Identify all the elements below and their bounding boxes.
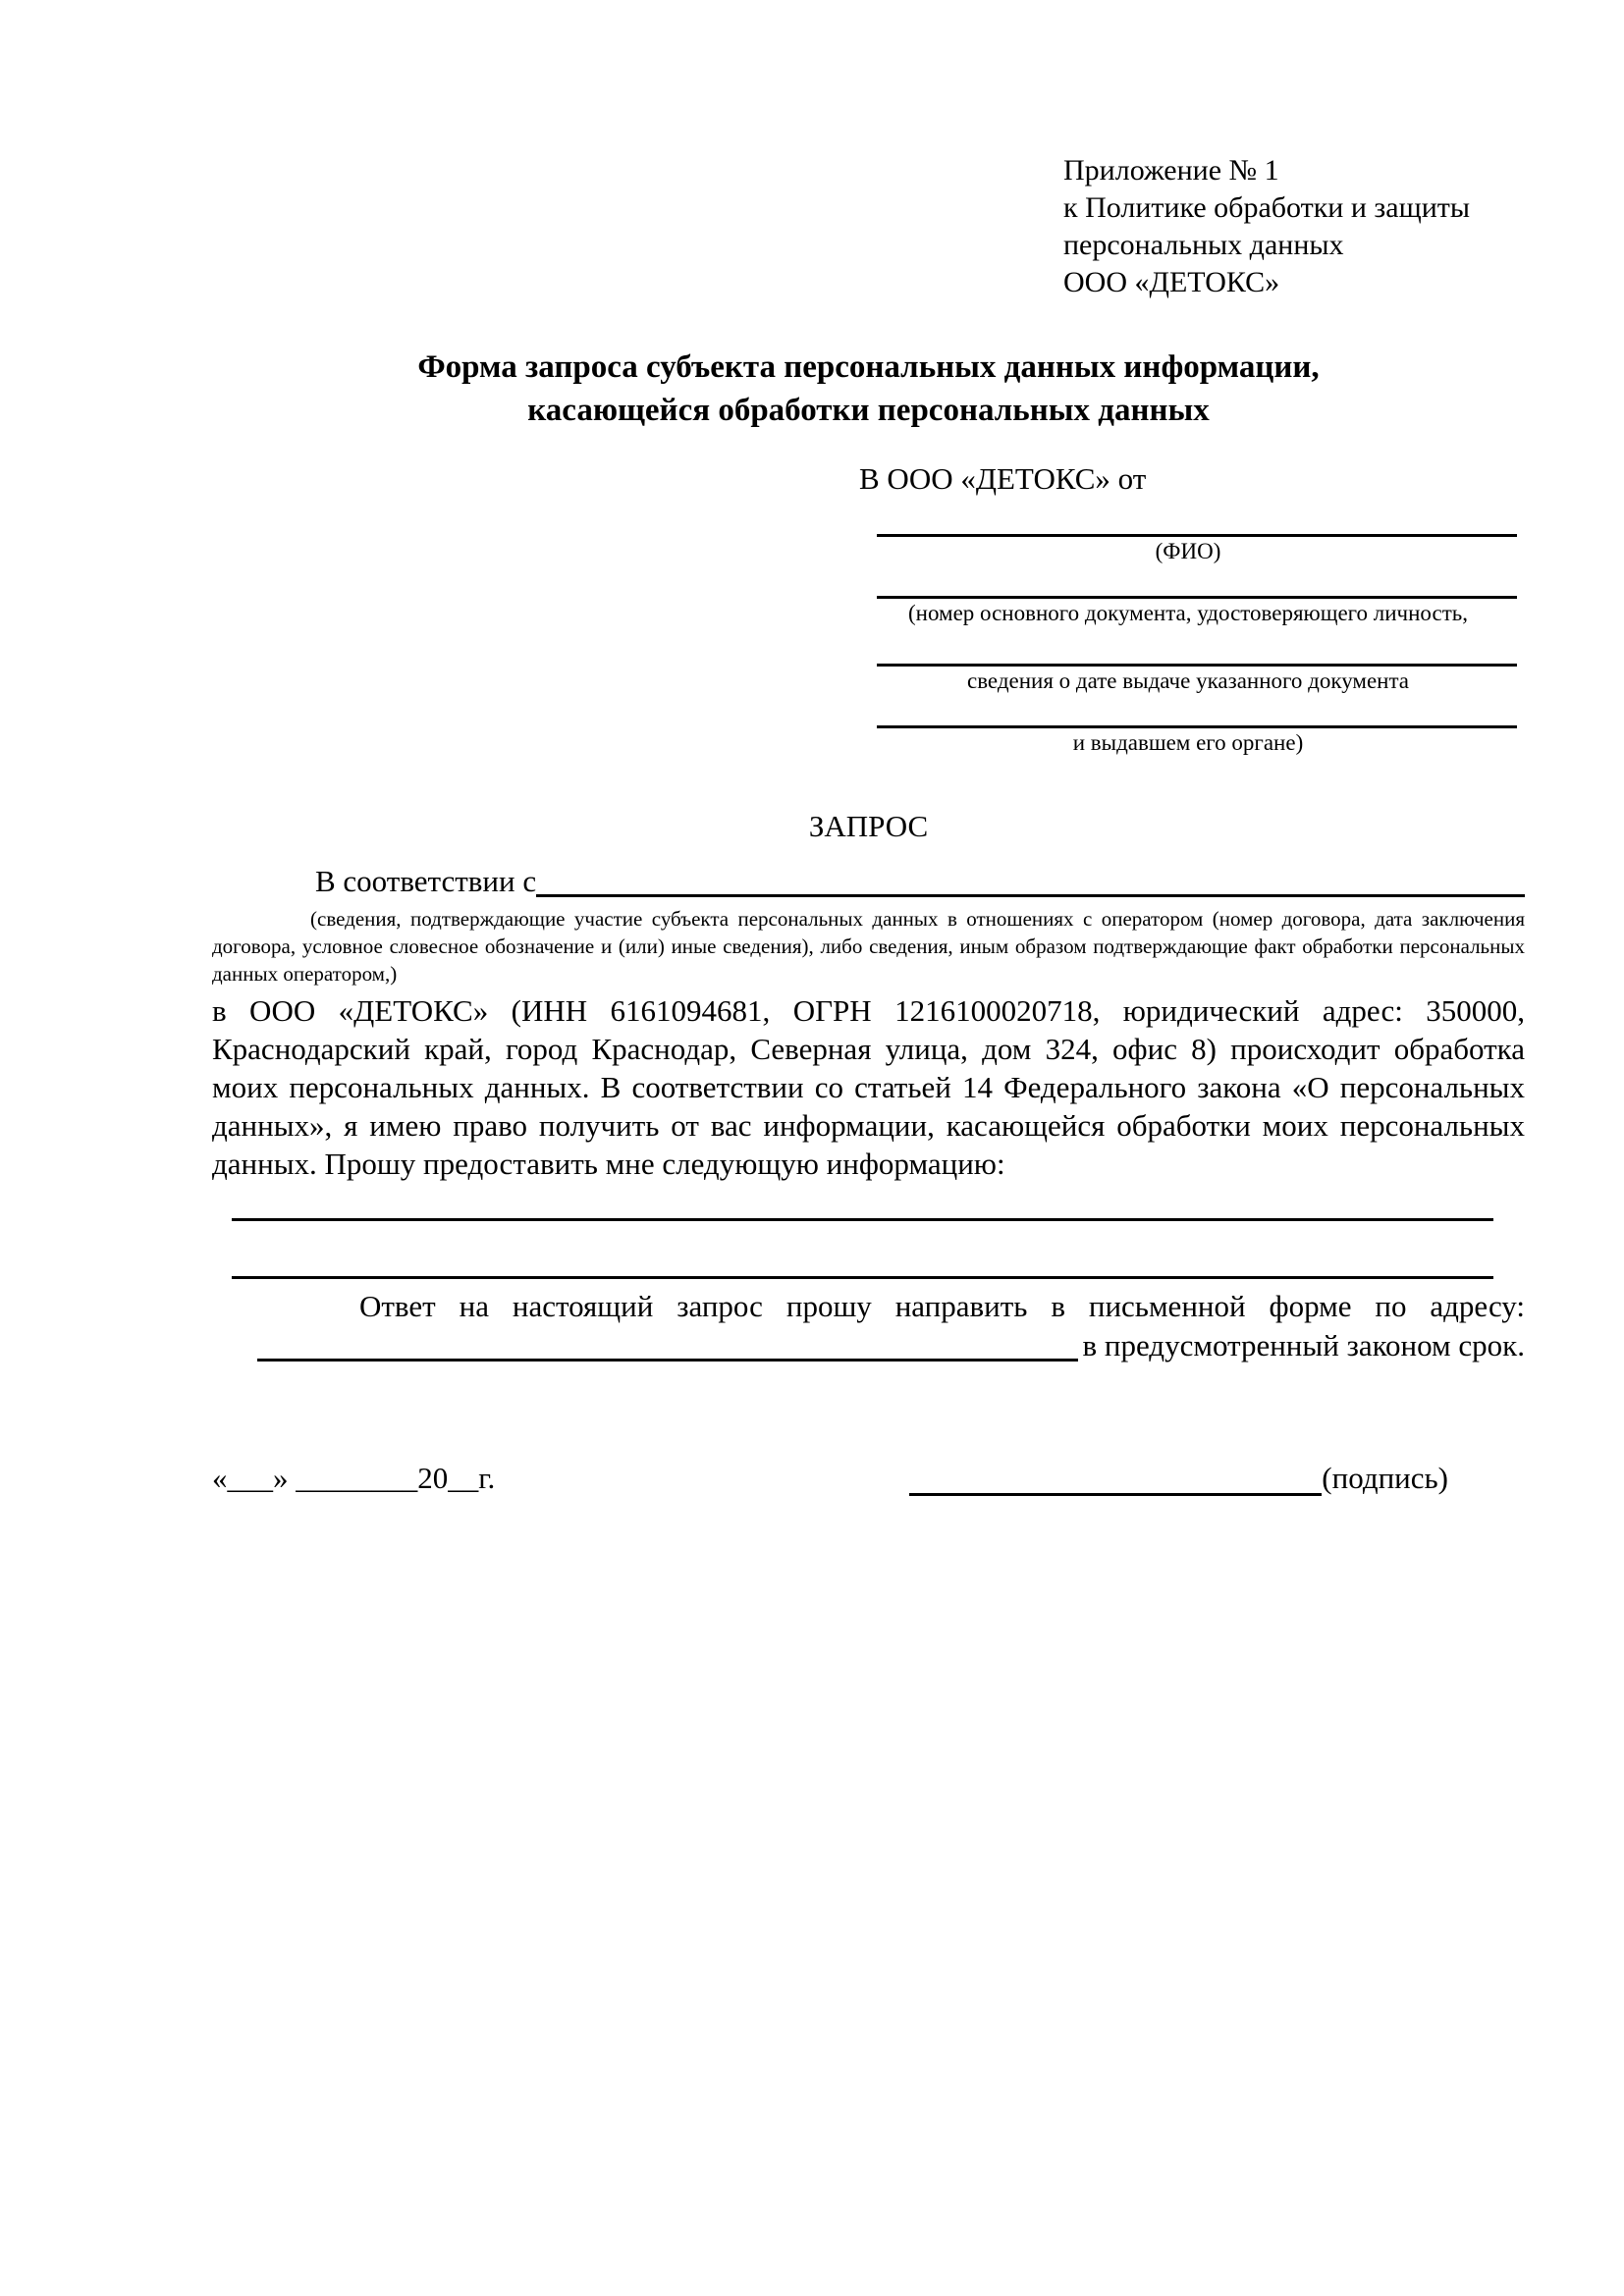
- annex-line: персональных данных: [1063, 229, 1344, 261]
- issuing-authority-write-line: [877, 696, 1517, 728]
- document-number-caption: (номер основного документа, удостоверяющего личность,: [907, 601, 1468, 625]
- issue-date-caption: сведения о дате выдаче указанного документа: [966, 668, 1410, 693]
- addressee-to-label: В ООО «ДЕТОКС» от: [859, 461, 1147, 496]
- signature-row: [212, 1459, 1525, 1498]
- issuing-authority-caption: и выдавшем его органе): [1072, 730, 1304, 755]
- form-title: [212, 346, 1525, 432]
- footnote-text: (сведения, подтверждающие участие субъекта персональных данных в отношениях с оператором (номер договора, дата заключения договора, условное словесное обозначение и (или) иные сведения), либо сведения, иным образом подтверждающие факт обработки персональных данных оператором,): [212, 907, 1525, 986]
- addressee-block: [859, 459, 1517, 758]
- document-number-write-line: [877, 566, 1517, 599]
- signature-caption: (подпись): [1322, 1461, 1448, 1495]
- signature-write-line: [909, 1464, 1322, 1496]
- fio-write-line: [877, 499, 1517, 537]
- lead-row: [212, 862, 1525, 901]
- address-write-line: [257, 1359, 1078, 1362]
- request-heading: ЗАПРОС: [808, 809, 929, 843]
- annex-block: [1063, 152, 1525, 301]
- annex-line: к Политике обработки и защиты: [1063, 191, 1471, 224]
- document-content: [212, 152, 1525, 1498]
- info-write-line-1: [232, 1218, 1493, 1221]
- date-field: «___» ________20__г.: [212, 1461, 496, 1495]
- form-title-line: касающейся обработки персональных данных: [527, 393, 1210, 428]
- fio-caption: (ФИО): [1155, 539, 1221, 563]
- annex-line: Приложение № 1: [1063, 154, 1279, 187]
- reply-address-row: [212, 1326, 1525, 1365]
- issue-date-write-line: [877, 628, 1517, 667]
- lead-write-line: [536, 894, 1525, 897]
- reply-term-text: в предусмотренный законом срок.: [1082, 1328, 1525, 1362]
- body-paragraph: в ООО «ДЕТОКС» (ИНН 6161094681, ОГРН 1216100020718, юридический адрес: 350000, Краснодарский край, город Краснодар, Северная улица, дом 324, офис 8) происходит обработка моих персональных данных. В соответствии со статьей 14 Федерального закона «О персональных данных», я имею право получить от вас информации, касающейся обработки моих персональных данных. Прошу предоставить мне следующую информацию:: [212, 993, 1525, 1181]
- form-title-line: Форма запроса субъекта персональных данных информации,: [417, 349, 1320, 385]
- reply-address-text: Ответ на настоящий запрос прошу направить в письменной форме по адресу:: [359, 1289, 1525, 1323]
- lead-text: В соответствии с: [315, 864, 537, 898]
- annex-line: ООО «ДЕТОКС»: [1063, 266, 1280, 298]
- info-write-line-2: [232, 1276, 1493, 1279]
- signature-group: [909, 1459, 1525, 1498]
